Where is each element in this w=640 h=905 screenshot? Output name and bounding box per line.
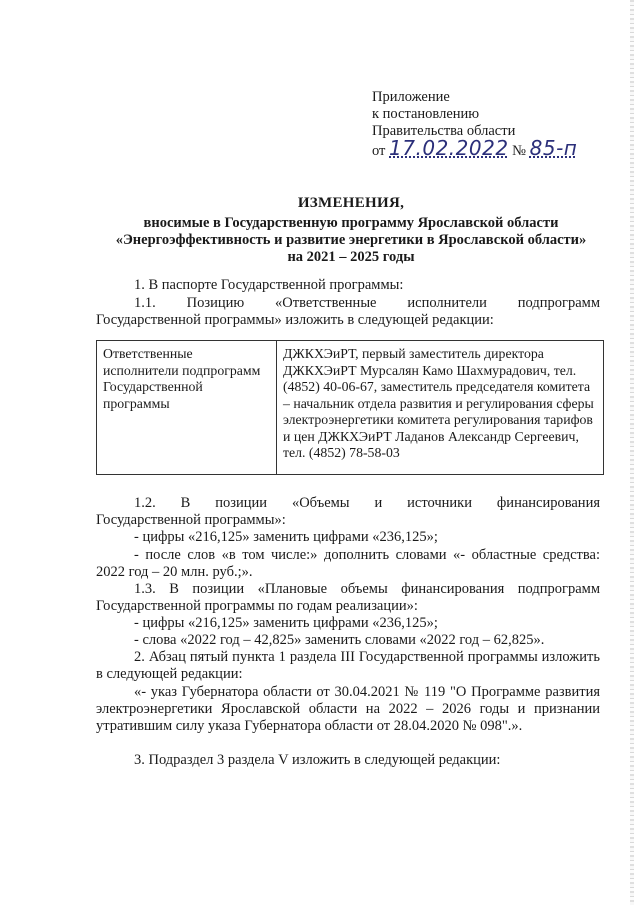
heading-title: ИЗМЕНЕНИЯ, [297, 195, 405, 211]
paragraph-2: 2. Абзац пятый пункта 1 раздела III Государственной программы изложить в следующей редакции: [96, 649, 600, 682]
annex-line-3: Правительства области [372, 123, 516, 139]
paragraph-1-3-item-2: - слова «2022 год – 42,825» заменить словами «2022 год – 62,825». [134, 632, 545, 648]
annex-block [372, 89, 612, 160]
scan-edge-artifact [630, 0, 634, 905]
table-left-cell: Ответственные исполнители подпрограмм Государственной программы [97, 341, 277, 474]
annex-from: от [372, 143, 386, 159]
annex-line-2: к постановлению [372, 106, 480, 122]
paragraph-1-2-item-2: - после слов «в том числе:» дополнить словами «- областные средства: 2022 год – 20 млн. руб.;». [96, 547, 600, 580]
table-right-cell: ДЖКХЭиРТ, первый заместитель директора ДЖКХЭиРТ Мурсалян Камо Шахмурадович, тел. (4852) 40-06-67, заместитель председателя комитета – начальник отдела развития и регулирования сферы электроэнергетики комитета регулирования тарифов и цен ДЖКХЭиРТ Ладанов Александр Сергеевич, тел. (4852) 78-58-03 [283, 346, 594, 460]
paragraph-1-2-item-1: - цифры «216,125» заменить цифрами «236,125»; [134, 529, 438, 545]
paragraph-1-3: 1.3. В позиции «Плановые объемы финансирования подпрограмм Государственной программы по годам реализации»: [96, 581, 600, 614]
paragraph-1-2-first-line: 1.2. В позиции «Объемы и источники финансирования [134, 495, 600, 511]
paragraph-1: 1. В паспорте Государственной программы: [134, 277, 404, 293]
paragraph-1-2-second-line: Государственной программы»: [96, 512, 286, 528]
annex-number-handwritten: 85-п [529, 136, 578, 160]
annex-date-line [372, 136, 612, 160]
annex-number-sign: № [512, 143, 527, 159]
document-heading [96, 195, 606, 266]
heading-line-1: вносимые в Государственную программу Ярославской области [143, 215, 559, 231]
heading-line-3: на 2021 – 2025 годы [287, 249, 415, 265]
paragraph-1-1-first-line: 1.1. Позицию «Ответственные исполнители подпрограмм [134, 295, 600, 311]
paragraph-1-1-second-line: Государственной программы» изложить в следующей редакции: [96, 312, 494, 328]
paragraph-1-3-item-1: - цифры «216,125» заменить цифрами «236,125»; [134, 615, 438, 631]
paragraph-3: 3. Подраздел 3 раздела V изложить в следующей редакции: [134, 752, 501, 768]
annex-date-handwritten: 17.02.2022 [389, 136, 509, 160]
paragraph-2-quote: «- указ Губернатора области от 30.04.2021 № 119 "О Программе развития электроэнергетики Ярославской области на 2022 – 2026 годы и признании утратившим силу указа Губернатора области от 28.04.2020 № 098".». [96, 684, 600, 734]
annex-line-1: Приложение [372, 89, 450, 105]
heading-line-2: «Энергоэффективность и развитие энергетики в Ярославской области» [115, 232, 587, 248]
responsible-executors-table [96, 340, 604, 475]
